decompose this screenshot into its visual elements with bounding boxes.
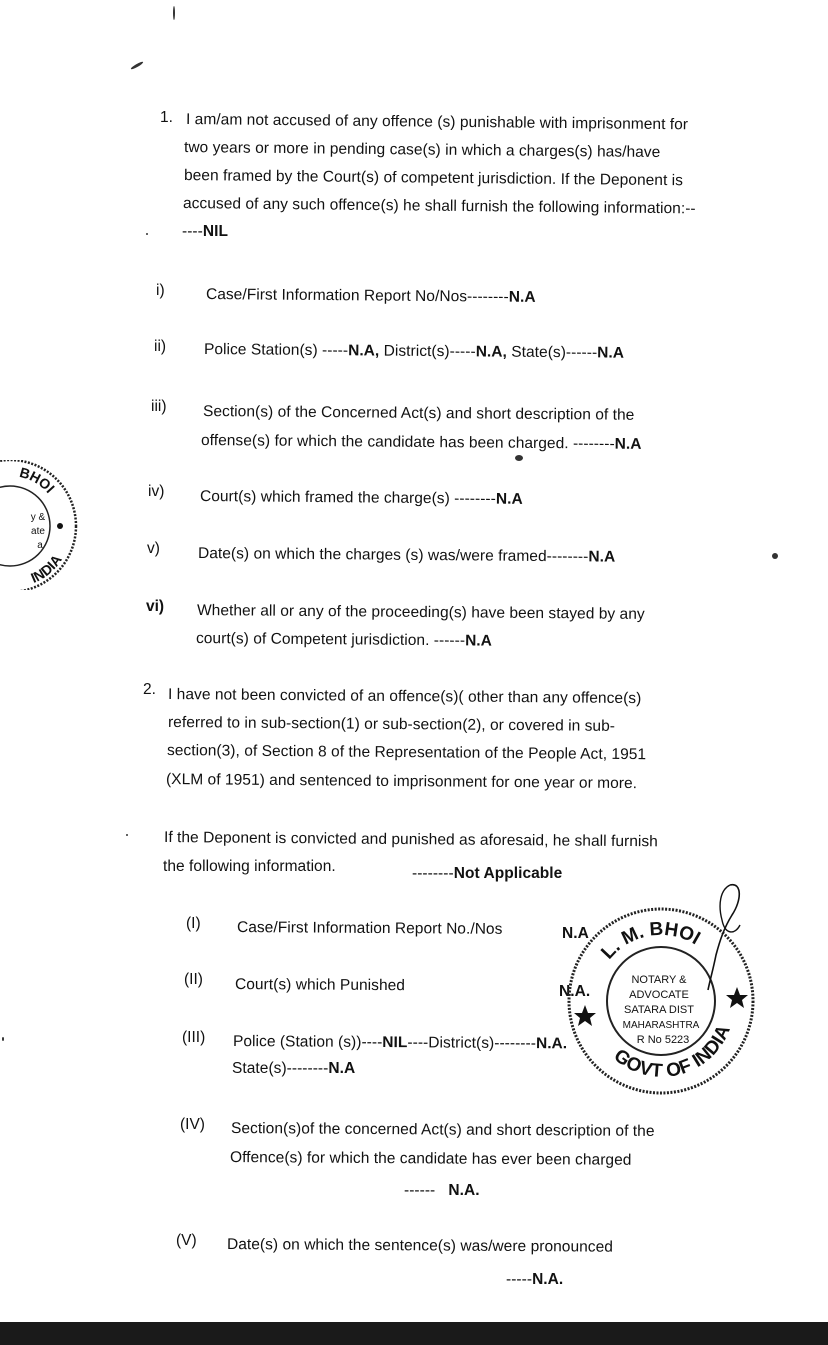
item-V-text: Date(s) on which the sentence(s) was/were pronounced xyxy=(226,1236,614,1256)
item-ii-desc-2: District(s)----- xyxy=(379,342,476,361)
section-2-para-line-1: If the Deponent is convicted and punished as aforesaid, he shall furnish xyxy=(163,829,658,851)
item-i-value: N.A xyxy=(508,288,536,306)
section-1-line-2: two years or more in pending case(s) in which a charges(s) has/have xyxy=(183,139,661,161)
item-III-line-2 xyxy=(232,1055,355,1083)
scan-speck xyxy=(146,233,148,235)
item-IV-dashes: ------ xyxy=(404,1182,436,1199)
left-stamp-dot-icon xyxy=(57,523,63,529)
item-IV-line-1: Section(s)of the concerned Act(s) and short description of the xyxy=(230,1120,655,1140)
item-iii-label: iii) xyxy=(151,398,167,415)
stamp-top-text: L. M. BHOI xyxy=(597,918,704,964)
item-II-label: (II) xyxy=(184,971,203,988)
item-i-text xyxy=(206,281,536,312)
nil-value: NIL xyxy=(202,223,228,240)
section-2-line-4: (XLM of 1951) and sentenced to imprisonment for one year or more. xyxy=(165,771,638,793)
item-III-desc-2: ----District(s)-------- xyxy=(407,1034,537,1053)
left-stamp-line-3: a xyxy=(37,540,43,551)
section-1-line-1: I am/am not accused of any offence (s) punishable with imprisonment for xyxy=(185,111,689,134)
nil-dashes: ---- xyxy=(182,223,203,240)
item-iv-text xyxy=(200,483,523,514)
item-III-value-1: NIL xyxy=(382,1034,408,1052)
item-V-line-2 xyxy=(506,1266,563,1294)
item-iv-value: N.A xyxy=(495,490,523,508)
item-III-state-value: N.A xyxy=(328,1060,356,1077)
stamp-line-1: NOTARY & xyxy=(631,974,687,986)
item-i-label: i) xyxy=(156,282,165,299)
item-I-text: Case/First Information Report No./Nos xyxy=(236,919,503,938)
stamp-line-3: SATARA DIST xyxy=(624,1004,694,1016)
item-v-value: N.A xyxy=(588,548,616,566)
item-iv-desc: Court(s) which framed the charge(s) -------- xyxy=(199,488,496,508)
item-ii-value-3: N.A xyxy=(597,344,625,362)
item-vi-line-2 xyxy=(196,625,492,656)
left-stamp-line-1: y & xyxy=(30,512,46,523)
section-1-line-4: accused of any such offence(s) he shall furnish the following information:-- xyxy=(182,195,696,218)
item-V-value: N.A. xyxy=(532,1271,564,1288)
section-2-line-2: referred to in sub-section(1) or sub-section(2), or covered in sub- xyxy=(167,714,616,735)
scan-bottom-edge xyxy=(0,1322,828,1345)
item-v-text xyxy=(198,540,615,572)
left-edge-stamp xyxy=(0,460,92,590)
item-III-desc: Police (Station (s))---- xyxy=(232,1033,383,1052)
item-v-desc: Date(s) on which the charges (s) was/were framed-------- xyxy=(197,545,589,566)
stamp-line-4: MAHARASHTRA xyxy=(622,1020,700,1031)
scan-speck xyxy=(2,1037,4,1041)
stamp-line-5: R No 5223 xyxy=(636,1034,690,1046)
stamp-bottom-text: GOVT OF INDIA xyxy=(609,1021,735,1083)
section-2-number: 2. xyxy=(143,681,156,698)
item-V-label: (V) xyxy=(176,1232,197,1249)
left-stamp-bottom-text: INDIA xyxy=(28,551,65,586)
scan-speck xyxy=(772,553,778,559)
item-vi-line-1: Whether all or any of the proceeding(s) have been stayed by any xyxy=(196,602,645,623)
section-1-number: 1. xyxy=(160,109,173,126)
item-V-dashes: ----- xyxy=(506,1271,533,1288)
item-vi-label: vi) xyxy=(146,598,165,615)
item-i-desc: Case/First Information Report No/Nos-------- xyxy=(205,286,509,306)
item-III-label: (III) xyxy=(182,1029,206,1046)
scan-speck xyxy=(126,834,128,836)
item-iii-desc: offense(s) for which the candidate has been charged. -------- xyxy=(200,432,615,453)
svg-text:BHOI xyxy=(14,461,59,498)
item-III-line-1 xyxy=(233,1028,567,1058)
item-IV-line-3 xyxy=(404,1177,480,1205)
section-2-line-1: I have not been convicted of an offence(s)( other than any offence(s) xyxy=(167,686,642,708)
item-iii-value: N.A xyxy=(614,435,642,453)
scan-mark xyxy=(173,6,175,20)
stamp-line-2: ADVOCATE xyxy=(629,989,689,1001)
section-2-para-line-2: the following information. xyxy=(163,858,336,875)
item-IV-label: (IV) xyxy=(180,1116,205,1133)
item-ii-text xyxy=(204,336,624,368)
item-ii-value-2: N.A, xyxy=(475,343,508,361)
item-I-label: (I) xyxy=(186,915,201,932)
item-IV-value: N.A. xyxy=(448,1182,480,1199)
item-II-value: N.A. xyxy=(559,983,591,1000)
item-II-text: Court(s) which Punished xyxy=(234,976,406,995)
item-iv-label: iv) xyxy=(148,483,165,500)
item-ii-value-1: N.A, xyxy=(348,342,380,360)
item-ii-label: ii) xyxy=(154,338,167,355)
left-stamp-top-text: BHOI xyxy=(17,463,58,496)
not-applicable-value: Not Applicable xyxy=(453,865,563,882)
scan-mark xyxy=(130,61,144,71)
item-IV-line-2: Offence(s) for which the candidate has ever been charged xyxy=(229,1149,632,1169)
item-III-value-2: N.A. xyxy=(535,1035,568,1053)
section-1-line-3: been framed by the Court(s) of competent jurisdiction. If the Deponent is xyxy=(183,167,684,190)
left-stamp-line-2: ate xyxy=(31,526,45,537)
item-iii-line-1: Section(s) of the Concerned Act(s) and short description of the xyxy=(202,403,635,424)
item-I-value: N.A xyxy=(562,925,589,942)
item-ii-desc-3: State(s)------ xyxy=(506,343,598,362)
signature-scribble xyxy=(680,880,750,1000)
item-vi-value: N.A xyxy=(465,632,493,650)
scan-speck xyxy=(515,455,523,461)
item-III-state: State(s)-------- xyxy=(232,1060,329,1077)
stamp-star-left-icon xyxy=(574,1005,596,1026)
item-ii-desc: Police Station(s) ----- xyxy=(203,341,349,360)
section-1-line-5 xyxy=(182,218,228,246)
not-applicable xyxy=(412,860,562,888)
item-vi-desc: court(s) of Competent jurisdiction. ------ xyxy=(195,630,466,650)
not-applicable-dashes: -------- xyxy=(412,865,454,882)
section-2-line-3: section(3), of Section 8 of the Representation of the People Act, 1951 xyxy=(166,742,647,764)
item-iii-line-2 xyxy=(201,427,642,459)
item-v-label: v) xyxy=(147,540,160,557)
